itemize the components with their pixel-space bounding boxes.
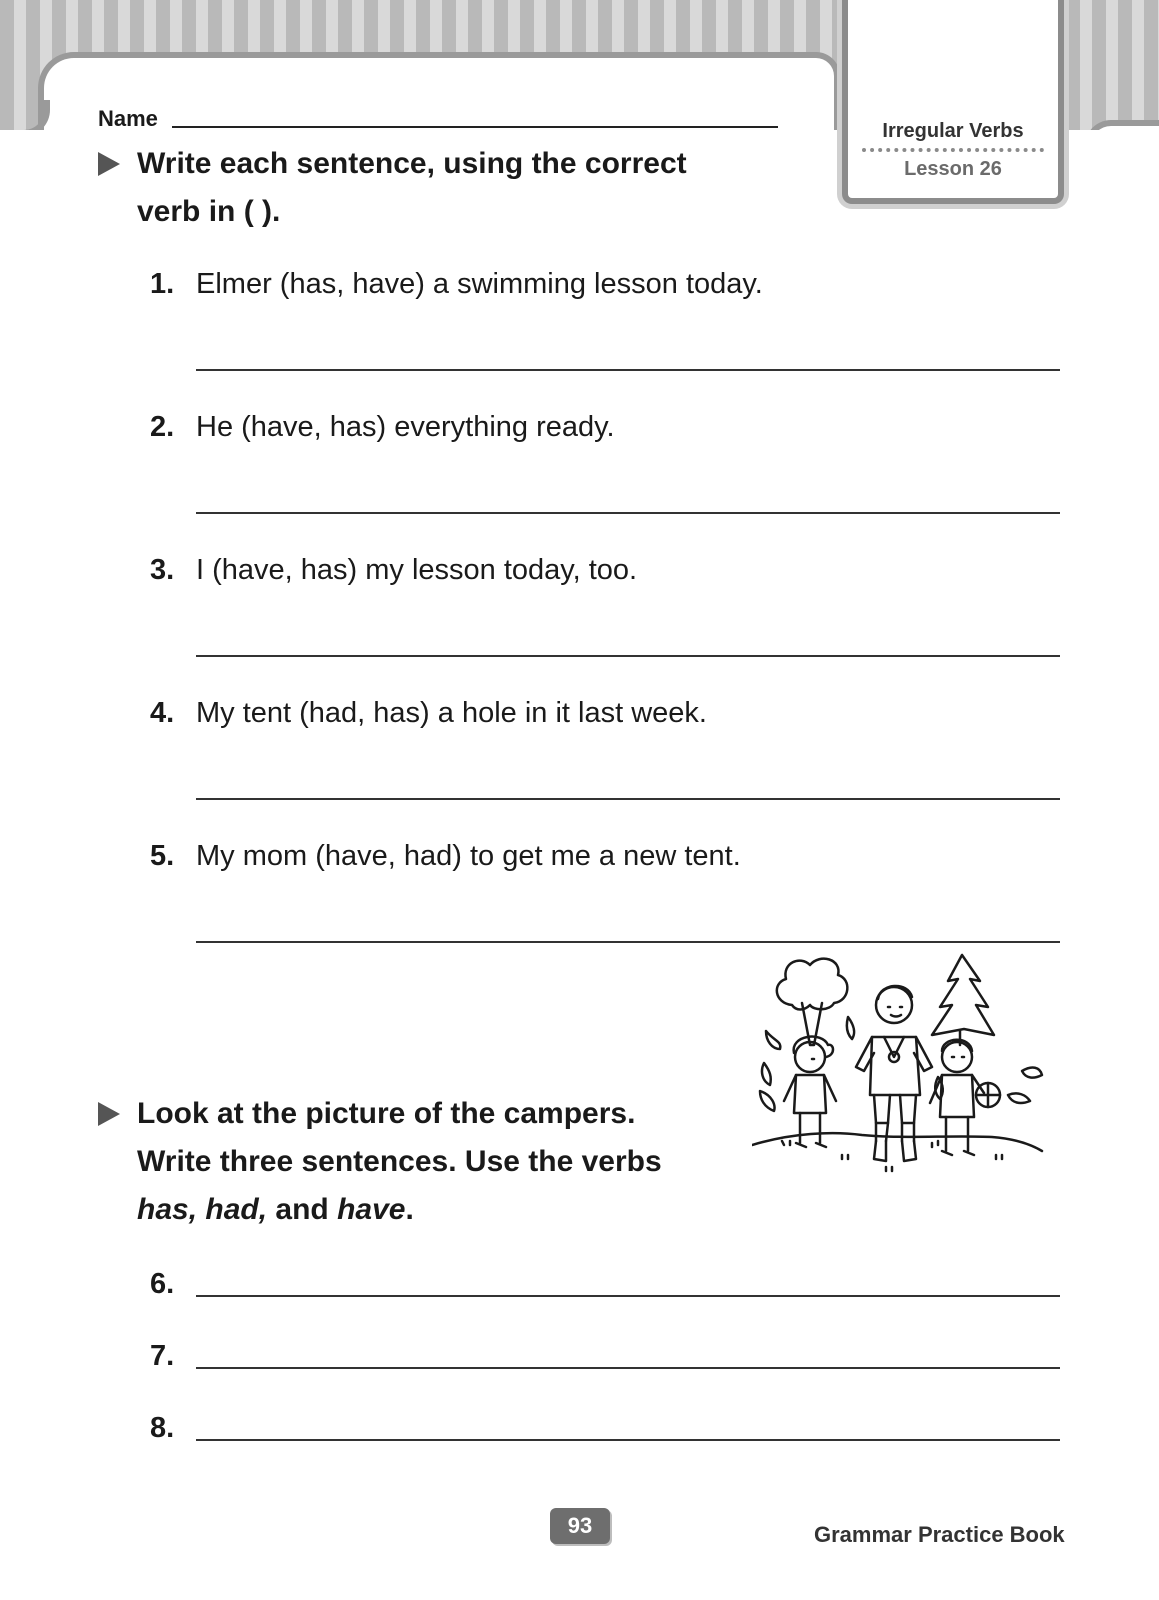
tree-icon xyxy=(777,959,848,1045)
answer-line[interactable] xyxy=(196,798,1060,800)
period: . xyxy=(405,1193,414,1226)
item-sentence: I (have, has) my lesson today, too. xyxy=(196,554,638,586)
arrow-bullet-icon xyxy=(98,152,120,176)
item-sentence: My tent (had, has) a hole in it last week. xyxy=(196,697,707,729)
item-number: 7. xyxy=(150,1340,175,1372)
book-title: Grammar Practice Book xyxy=(814,1522,1065,1547)
pine-tree-icon xyxy=(932,955,994,1045)
section2-directions-line1: Look at the picture of the campers. xyxy=(137,1097,636,1130)
campers-illustration xyxy=(752,945,1058,1190)
item-number: 3. xyxy=(150,554,175,586)
verb-has: has, xyxy=(137,1193,198,1226)
tab-dots-divider xyxy=(862,148,1044,152)
answer-line[interactable] xyxy=(196,369,1060,371)
girl-camper-figure xyxy=(784,1037,836,1147)
ground-line xyxy=(752,1133,1042,1171)
item-number: 6. xyxy=(150,1268,175,1300)
answer-line[interactable] xyxy=(196,512,1060,514)
item-number: 5. xyxy=(150,840,175,872)
item-number: 2. xyxy=(150,411,175,443)
section2-directions xyxy=(137,1090,662,1234)
item-number: 1. xyxy=(150,268,175,300)
lesson-tab xyxy=(842,0,1064,204)
item-number: 4. xyxy=(150,697,175,729)
section1-directions-line2: verb in ( ). xyxy=(137,195,281,228)
section1-directions xyxy=(137,140,687,236)
verb-have: have xyxy=(337,1193,406,1226)
section2-directions-line2: Write three sentences. Use the verbs xyxy=(137,1145,662,1178)
tab-lesson: Lesson 26 xyxy=(904,158,1002,180)
answer-line[interactable] xyxy=(196,1367,1060,1369)
answer-line[interactable] xyxy=(196,941,1060,943)
section1-directions-line1: Write each sentence, using the correct xyxy=(137,147,687,180)
item-sentence: He (have, has) everything ready. xyxy=(196,411,615,443)
section2-directions-line3 xyxy=(137,1186,662,1234)
verb-had: had, xyxy=(205,1193,268,1226)
arrow-bullet-icon xyxy=(98,1102,120,1126)
name-write-line[interactable] xyxy=(172,126,778,128)
item-sentence: My mom (have, had) to get me a new tent. xyxy=(196,840,741,872)
and-word: and xyxy=(275,1193,329,1226)
page-number-badge: 93 xyxy=(550,1508,610,1544)
item-sentence: Elmer (has, have) a swimming lesson today. xyxy=(196,268,763,300)
name-label: Name xyxy=(98,106,158,131)
item-number: 8. xyxy=(150,1412,175,1444)
answer-line[interactable] xyxy=(196,1295,1060,1297)
answer-line[interactable] xyxy=(196,1439,1060,1441)
tab-title: Irregular Verbs xyxy=(882,120,1024,142)
answer-line[interactable] xyxy=(196,655,1060,657)
